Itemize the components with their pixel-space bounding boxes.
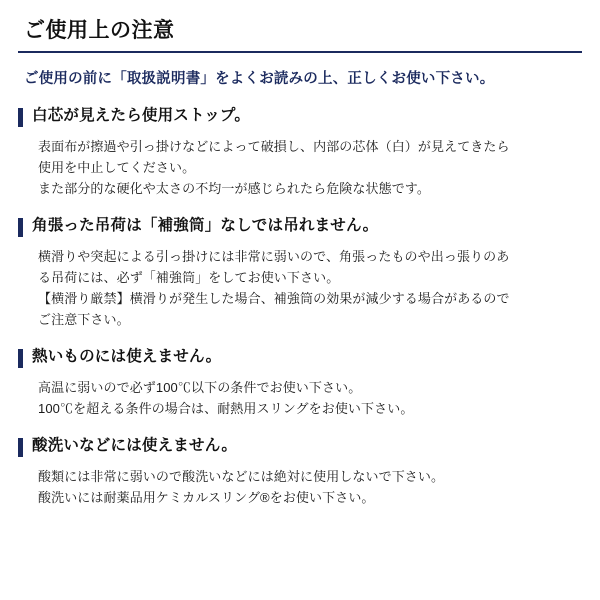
section-header xyxy=(18,107,582,127)
section-body xyxy=(18,466,582,508)
section-header xyxy=(18,348,582,368)
section-heading: 白芯が見えたら使用ストップ。 xyxy=(32,107,251,124)
notice-section-2 xyxy=(18,217,582,330)
body-line: 表面布が擦過や引っ掛けなどによって破損し、内部の芯体（白）が見えてきたら xyxy=(38,139,510,154)
section-marker-icon xyxy=(18,218,23,237)
section-heading: 熱いものには使えません。 xyxy=(32,348,222,366)
section-body xyxy=(18,136,582,199)
section-header xyxy=(18,217,582,237)
section-marker-icon xyxy=(18,108,23,127)
body-line: 【横滑り厳禁】横滑りが発生した場合、補強筒の効果が減少する場合があるので xyxy=(38,291,510,307)
body-line: 酸洗いには耐薬品用ケミカルスリング®をお使い下さい。 xyxy=(38,490,375,506)
title-divider xyxy=(18,51,582,53)
lead-notice: ご使用の前に「取扱説明書」をよくお読みの上、正しくお使い下さい。 xyxy=(24,71,495,87)
body-line: 横滑りや突起による引っ掛けには非常に弱いので、角張ったものや出っ張りのあ xyxy=(38,249,510,265)
section-marker-icon xyxy=(18,349,23,368)
notice-section-1 xyxy=(18,107,582,199)
body-line: 100℃を超える条件の場合は、耐熱用スリングをお使い下さい。 xyxy=(38,401,414,417)
notice-section-4 xyxy=(18,437,582,508)
body-line: また部分的な硬化や太さの不均一が感じられたら危険な状態です。 xyxy=(38,181,430,197)
section-heading: 角張った吊荷は「補強筒」なしでは吊れません。 xyxy=(32,217,379,235)
section-marker-icon xyxy=(18,438,23,457)
section-body xyxy=(18,377,582,419)
notice-section-3 xyxy=(18,348,582,419)
body-line: 高温に弱いので必ず100℃以下の条件でお使い下さい。 xyxy=(38,380,362,396)
page-title: ご使用上の注意 xyxy=(24,19,175,42)
body-line: ご注意下さい。 xyxy=(38,312,130,328)
body-line: 酸類には非常に弱いので酸洗いなどには絶対に使用しないで下さい。 xyxy=(38,469,445,485)
section-heading: 酸洗いなどには使えません。 xyxy=(32,437,238,455)
section-header xyxy=(18,437,582,457)
section-body xyxy=(18,246,582,330)
body-line: 使用を中止してください。 xyxy=(38,160,196,176)
body-line: る吊荷には、必ず「補強筒」をしてお使い下さい。 xyxy=(38,270,340,286)
